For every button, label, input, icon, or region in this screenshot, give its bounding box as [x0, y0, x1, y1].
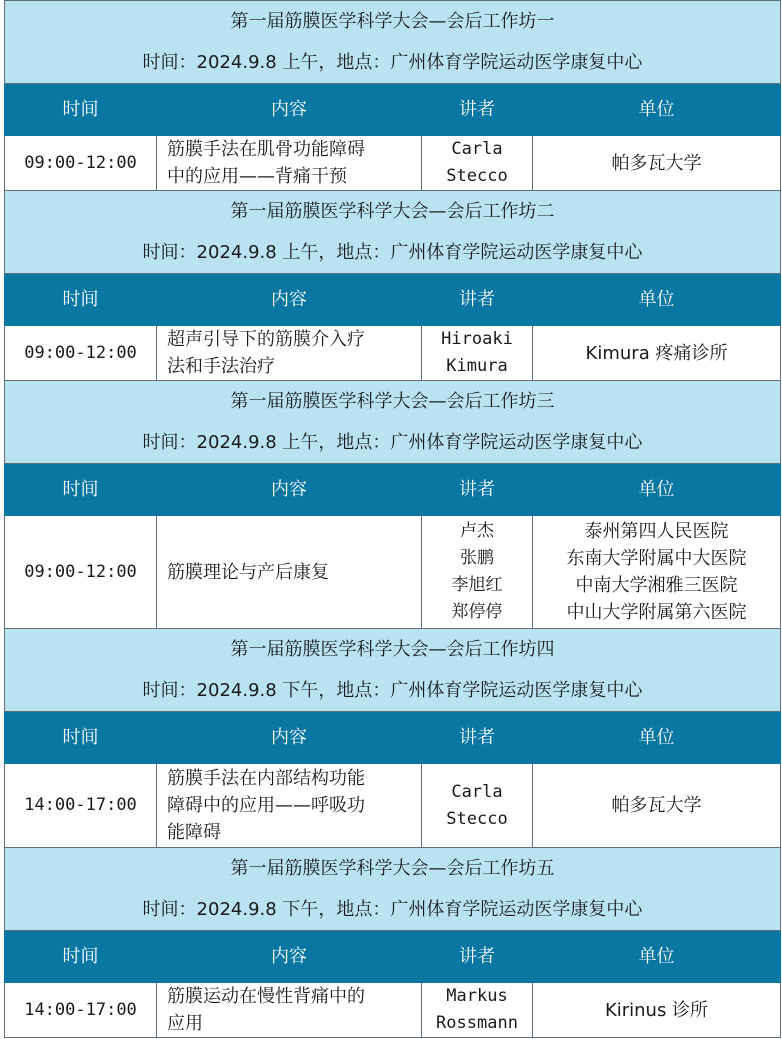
header-content: 内容 — [157, 712, 422, 764]
header-content: 内容 — [157, 931, 422, 983]
schedule-table — [4, 0, 781, 1038]
header-content: 内容 — [157, 274, 422, 326]
unit-name: 中山大学附属第六医院 — [566, 602, 747, 623]
header-speaker: 讲者 — [422, 84, 533, 136]
speaker-name: Carla — [451, 139, 503, 159]
session-units — [533, 326, 781, 381]
unit-name: Kirinus 诊所 — [604, 999, 709, 1021]
content-line: 筋膜理论与产后康复 — [167, 561, 329, 583]
content-line: 能障碍 — [167, 822, 221, 843]
session-speakers — [422, 326, 533, 381]
speaker-name: 李旭红 — [451, 575, 503, 595]
header-unit: 单位 — [533, 84, 781, 136]
workshop-info: 时间：2024.9.8 下午，地点：广州体育学院运动医学康复中心 — [5, 670, 781, 712]
workshop-title: 第一届筋膜医学科学大会—会后工作坊一 — [5, 1, 781, 43]
header-speaker: 讲者 — [422, 464, 533, 516]
table-row — [5, 983, 781, 1038]
speaker-name: Markus — [446, 986, 508, 1006]
unit-name: Kimura 疼痛诊所 — [585, 342, 728, 364]
speaker-name: Hiroaki — [441, 329, 513, 349]
unit-name: 泰州第四人民医院 — [584, 521, 729, 542]
content-line: 筋膜手法在内部结构功能 — [167, 768, 365, 789]
table-header-row — [5, 712, 781, 764]
speaker-name: Stecco — [446, 808, 508, 829]
session-speakers — [422, 136, 533, 191]
workshop-info-row — [5, 889, 781, 931]
table-header-row — [5, 464, 781, 516]
table-row — [5, 136, 781, 191]
unit-name: 东南大学附属中大医院 — [566, 548, 747, 569]
speaker-name: Kimura — [446, 356, 508, 376]
table-header-row — [5, 84, 781, 136]
speaker-name: Rossmann — [436, 1013, 518, 1033]
workshop-title: 第一届筋膜医学科学大会—会后工作坊五 — [5, 848, 781, 890]
workshop-title-row — [5, 381, 781, 423]
session-speakers — [422, 764, 533, 848]
workshop-info: 时间：2024.9.8 上午，地点：广州体育学院运动医学康复中心 — [5, 422, 781, 464]
workshop-title-row — [5, 191, 781, 233]
header-unit: 单位 — [533, 274, 781, 326]
workshop-title: 第一届筋膜医学科学大会—会后工作坊四 — [5, 629, 781, 671]
content-line: 应用 — [167, 1013, 203, 1034]
header-unit: 单位 — [533, 464, 781, 516]
session-speakers — [422, 516, 533, 629]
content-line: 筋膜运动在慢性背痛中的 — [167, 986, 365, 1007]
session-content — [157, 983, 422, 1038]
workshop-info: 时间：2024.9.8 下午，地点：广州体育学院运动医学康复中心 — [5, 889, 781, 931]
session-content — [157, 326, 422, 381]
content-line: 法和手法治疗 — [167, 356, 275, 377]
workshop-title: 第一届筋膜医学科学大会—会后工作坊三 — [5, 381, 781, 423]
header-speaker: 讲者 — [422, 931, 533, 983]
header-content: 内容 — [157, 464, 422, 516]
content-line: 超声引导下的筋膜介入疗 — [167, 329, 365, 350]
session-units — [533, 983, 781, 1038]
workshop-title-row — [5, 629, 781, 671]
header-unit: 单位 — [533, 931, 781, 983]
content-line: 中的应用——背痛干预 — [167, 166, 347, 187]
workshop-info-row — [5, 232, 781, 274]
session-time: 14:00-17:00 — [5, 764, 157, 848]
workshop-info-row — [5, 42, 781, 84]
workshop-title: 第一届筋膜医学科学大会—会后工作坊二 — [5, 191, 781, 233]
workshop-schedule — [4, 0, 780, 1038]
session-time: 09:00-12:00 — [5, 326, 157, 381]
speaker-name: 张鹏 — [460, 548, 494, 568]
header-time: 时间 — [5, 464, 157, 516]
speaker-name: Stecco — [446, 166, 508, 186]
speaker-name: Carla — [451, 781, 503, 802]
header-speaker: 讲者 — [422, 274, 533, 326]
content-line: 障碍中的应用——呼吸功 — [167, 795, 365, 816]
header-time: 时间 — [5, 931, 157, 983]
unit-name: 帕多瓦大学 — [611, 795, 702, 816]
workshop-title-row — [5, 1, 781, 43]
workshop-title-row — [5, 848, 781, 890]
session-time: 09:00-12:00 — [5, 516, 157, 629]
workshop-info: 时间：2024.9.8 上午，地点：广州体育学院运动医学康复中心 — [5, 42, 781, 84]
header-unit: 单位 — [533, 712, 781, 764]
session-time: 14:00-17:00 — [5, 983, 157, 1038]
unit-name: 中南大学湘雅三医院 — [575, 575, 738, 596]
table-header-row — [5, 274, 781, 326]
session-content — [157, 516, 422, 629]
session-content — [157, 764, 422, 848]
speaker-name: 卢杰 — [460, 521, 494, 541]
content-line: 筋膜手法在肌骨功能障碍 — [167, 139, 365, 160]
header-speaker: 讲者 — [422, 712, 533, 764]
session-time: 09:00-12:00 — [5, 136, 157, 191]
header-content: 内容 — [157, 84, 422, 136]
workshop-info: 时间：2024.9.8 上午，地点：广州体育学院运动医学康复中心 — [5, 232, 781, 274]
table-row — [5, 764, 781, 848]
header-time: 时间 — [5, 712, 157, 764]
workshop-info-row — [5, 670, 781, 712]
session-content — [157, 136, 422, 191]
table-row — [5, 326, 781, 381]
session-units — [533, 516, 781, 629]
speaker-name: 郑停停 — [451, 602, 503, 622]
session-speakers — [422, 983, 533, 1038]
header-time: 时间 — [5, 84, 157, 136]
session-units — [533, 136, 781, 191]
table-header-row — [5, 931, 781, 983]
header-time: 时间 — [5, 274, 157, 326]
table-row — [5, 516, 781, 629]
unit-name: 帕多瓦大学 — [611, 152, 702, 174]
workshop-info-row — [5, 422, 781, 464]
session-units — [533, 764, 781, 848]
